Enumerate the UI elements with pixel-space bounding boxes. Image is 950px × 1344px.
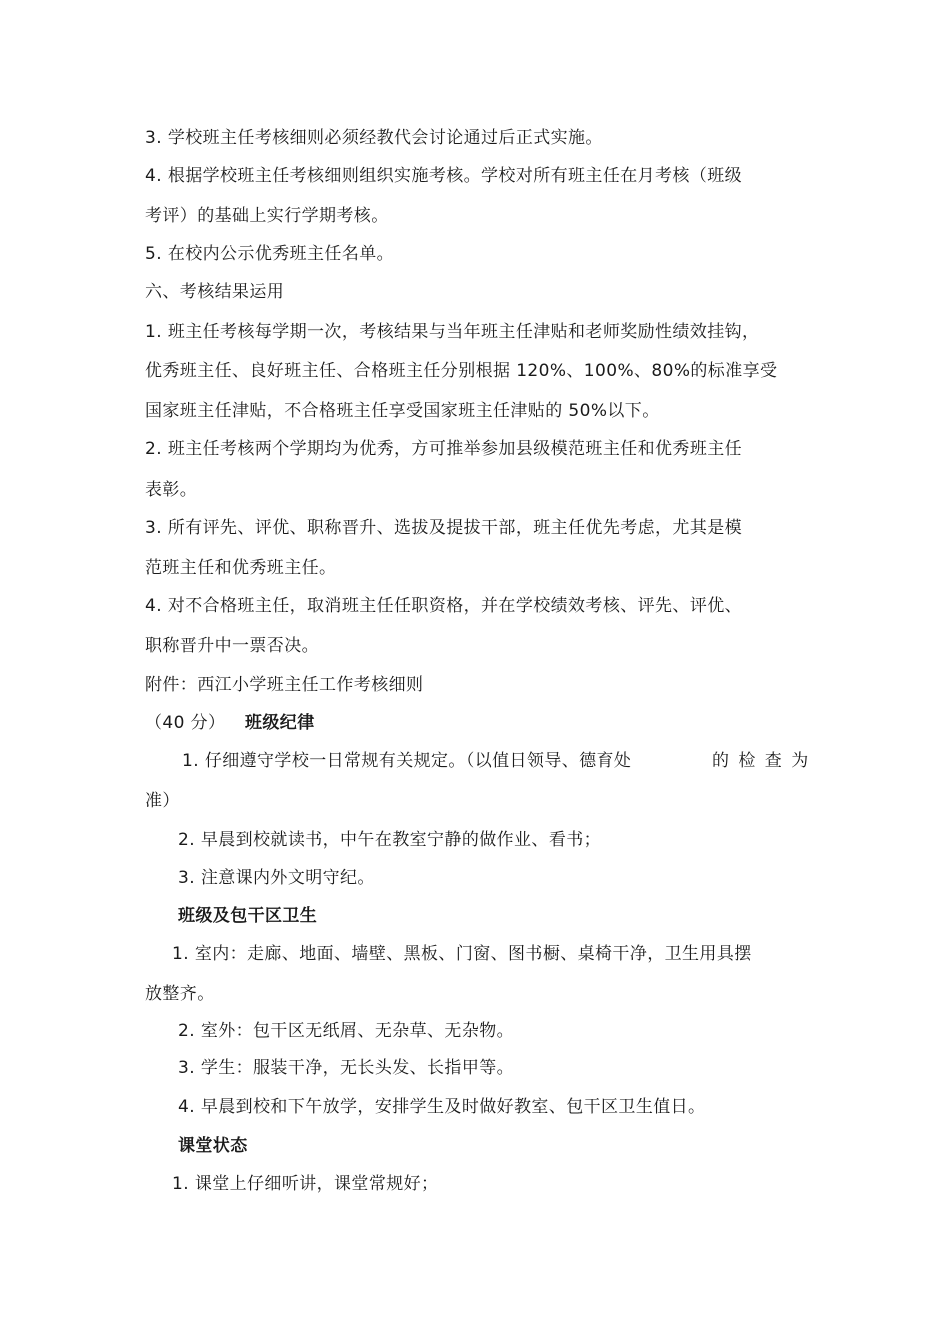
- score-label: （40 分）: [145, 713, 226, 733]
- paragraph-line: 3. 所有评先、评优、职称晋升、选拔及提拔干部，班主任优先考虑，尤其是模: [145, 518, 743, 538]
- paragraph-line: 范班主任和优秀班主任。: [145, 558, 337, 578]
- paragraph-line: 职称晋升中一票否决。: [145, 636, 319, 656]
- item-line: 1. 仔细遵守学校一日常规有关规定。（以值日领导、德育处: [182, 751, 632, 771]
- paragraph-line: 国家班主任津贴，不合格班主任享受国家班主任津贴的 50%以下。: [145, 401, 660, 421]
- item-line: 1. 课堂上仔细听讲，课堂常规好；: [172, 1174, 439, 1194]
- paragraph-line: 4. 对不合格班主任，取消班主任任职资格，并在学校绩效考核、评先、评优、: [145, 596, 743, 616]
- paragraph-line: 4. 根据学校班主任考核细则组织实施考核。学校对所有班主任在月考核（班级: [145, 166, 743, 186]
- section-heading: 六、考核结果运用: [145, 282, 285, 302]
- item-line: 4. 早晨到校和下午放学，安排学生及时做好教室、包干区卫生值日。: [178, 1097, 706, 1117]
- item-line: 2. 室外：包干区无纸屑、无杂草、无杂物。: [178, 1021, 515, 1041]
- paragraph-line: 考评）的基础上实行学期考核。: [145, 206, 389, 226]
- attachment-title: 附件：西江小学班主任工作考核细则: [145, 675, 424, 695]
- item-line: 的 检 查 为: [712, 751, 811, 771]
- paragraph-line: 表彰。: [145, 480, 198, 500]
- paragraph-line: 优秀班主任、良好班主任、合格班主任分别根据 120%、100%、80%的标准享受: [145, 361, 778, 381]
- item-line: 3. 注意课内外文明守纪。: [178, 868, 375, 888]
- item-line: 2. 早晨到校就读书，中午在教室宁静的做作业、看书；: [178, 830, 602, 850]
- item-line: 放整齐。: [145, 984, 215, 1004]
- item-line: 1. 室内：走廊、地面、墙壁、黑板、门窗、图书橱、桌椅干净，卫生用具摆: [172, 944, 752, 964]
- paragraph-line: 2. 班主任考核两个学期均为优秀，方可推举参加县级模范班主任和优秀班主任: [145, 439, 743, 459]
- paragraph-line: 3. 学校班主任考核细则必须经教代会讨论通过后正式实施。: [145, 128, 603, 148]
- item-line: 准）: [145, 791, 180, 811]
- subheading-classroom-status: 课堂状态: [178, 1136, 248, 1156]
- item-line: 3. 学生：服装干净，无长头发、长指甲等。: [178, 1058, 515, 1078]
- paragraph-line: 5. 在校内公示优秀班主任名单。: [145, 244, 395, 264]
- subheading-hygiene: 班级及包干区卫生: [178, 906, 318, 926]
- paragraph-line: 1. 班主任考核每学期一次，考核结果与当年班主任津贴和老师奖励性绩效挂钩，: [145, 322, 760, 342]
- subheading-class-discipline: 班级纪律: [245, 713, 315, 733]
